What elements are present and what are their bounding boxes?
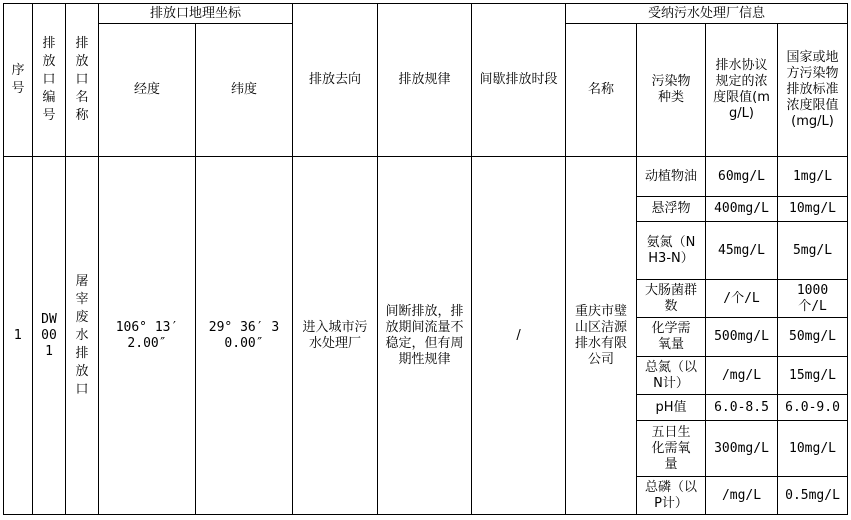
cell-standard-limit: 50mg/L: [778, 318, 848, 357]
cell-standard-limit: 0.5mg/L: [778, 477, 848, 515]
cell-standard-limit: 6.0-9.0: [778, 395, 848, 421]
cell-pollutant-name: 化学需氧量: [637, 318, 706, 357]
cell-pollutant-name: 五日生化需氧量: [637, 421, 706, 477]
header-outlet-id: 排放口编号: [33, 4, 66, 157]
cell-pollutant-name: 总氮（以N计）: [637, 357, 706, 395]
cell-agreement-limit: 300mg/L: [706, 421, 778, 477]
cell-seq: 1: [4, 157, 33, 515]
cell-outlet-id: DW001: [33, 157, 66, 515]
cell-agreement-limit: 400mg/L: [706, 197, 778, 222]
header-pollutant-type: 污染物种类: [637, 24, 706, 157]
cell-agreement-limit: 45mg/L: [706, 222, 778, 280]
cell-pollutant-name: 大肠菌群数: [637, 280, 706, 318]
header-destination: 排放去向: [293, 4, 378, 157]
cell-standard-limit: 15mg/L: [778, 357, 848, 395]
cell-pollutant-name: pH值: [637, 395, 706, 421]
cell-agreement-limit: 6.0-8.5: [706, 395, 778, 421]
cell-pollutant-name: 动植物油: [637, 157, 706, 197]
cell-standard-limit: 5mg/L: [778, 222, 848, 280]
header-pattern: 排放规律: [378, 4, 472, 157]
cell-pollutant-name: 总磷（以P计）: [637, 477, 706, 515]
discharge-outlet-table: [3, 3, 848, 515]
cell-standard-limit: 10mg/L: [778, 421, 848, 477]
header-geo-coordinates: 排放口地理坐标: [99, 4, 293, 24]
header-latitude: 纬度: [196, 24, 293, 157]
cell-agreement-limit: /个/L: [706, 280, 778, 318]
cell-standard-limit: 1mg/L: [778, 157, 848, 197]
header-plant-name: 名称: [566, 24, 637, 157]
cell-standard-limit: 1000 个/L: [778, 280, 848, 318]
cell-destination: 进入城市污水处理厂: [293, 157, 378, 515]
cell-agreement-limit: /mg/L: [706, 357, 778, 395]
cell-pollutant-name: 氨氮（NH3-N）: [637, 222, 706, 280]
cell-plant-name: 重庆市璧山区洁源排水有限公司: [566, 157, 637, 515]
cell-outlet-name: 屠宰废水排放口: [66, 157, 99, 515]
header-intermittent-period: 间歇排放时段: [472, 4, 566, 157]
cell-agreement-limit: 60mg/L: [706, 157, 778, 197]
header-seq: 序号: [4, 4, 33, 157]
header-row-1: [4, 4, 848, 24]
cell-longitude: 106° 13′ 2.00″: [99, 157, 196, 515]
header-plant-info: 受纳污水处理厂信息: [566, 4, 848, 24]
cell-pollutant-name: 悬浮物: [637, 197, 706, 222]
cell-pattern: 间断排放，排放期间流量不稳定，但有周期性规律: [378, 157, 472, 515]
header-agreement-limit: 排水协议规定的浓度限值(mg/L): [706, 24, 778, 157]
header-outlet-name: 排放口名称: [66, 4, 99, 157]
header-longitude: 经度: [99, 24, 196, 157]
cell-agreement-limit: /mg/L: [706, 477, 778, 515]
header-standard-limit: 国家或地方污染物排放标准浓度限值(mg/L): [778, 24, 848, 157]
table-row: [4, 157, 848, 197]
cell-agreement-limit: 500mg/L: [706, 318, 778, 357]
cell-standard-limit: 10mg/L: [778, 197, 848, 222]
cell-intermittent-period: /: [472, 157, 566, 515]
cell-latitude: 29° 36′ 30.00″: [196, 157, 293, 515]
